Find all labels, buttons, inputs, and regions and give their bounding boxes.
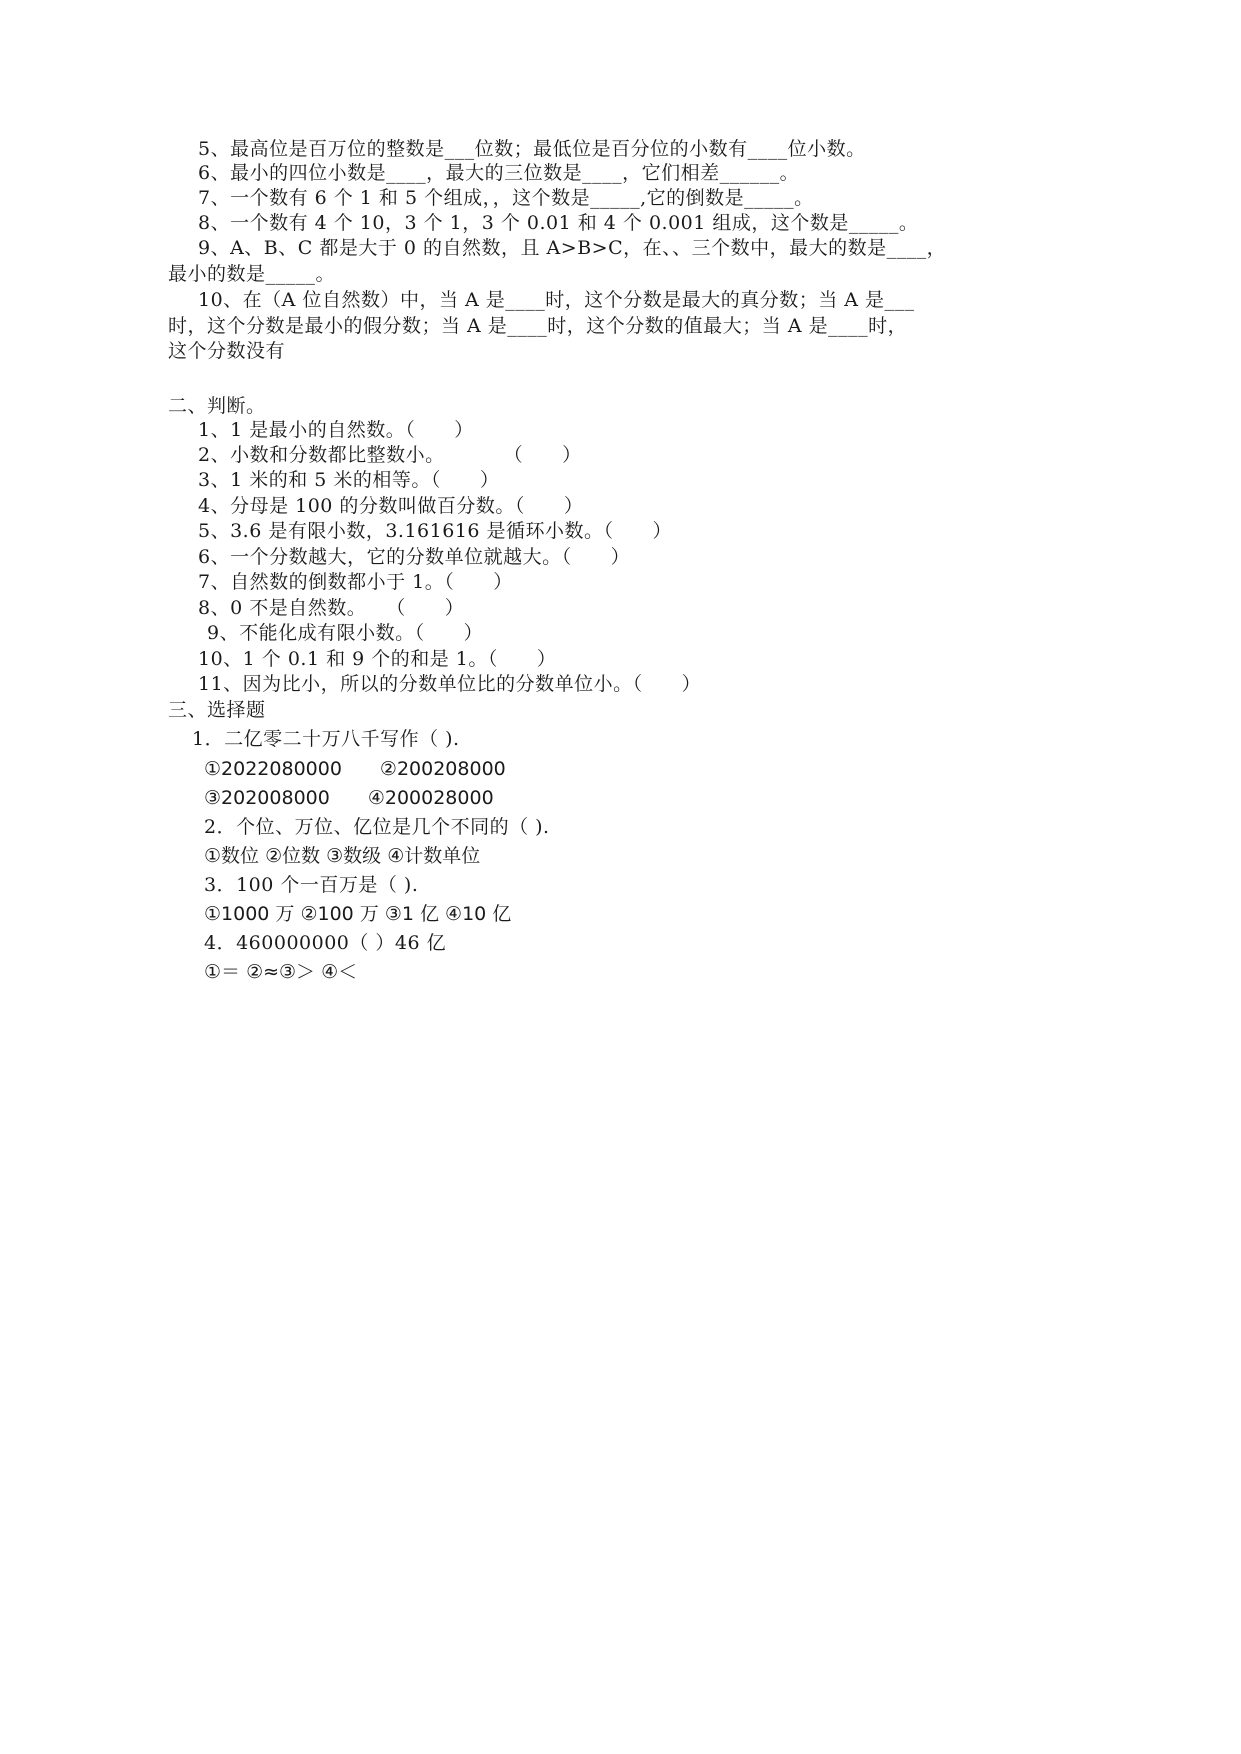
judge-item-8: 8、0 不是自然数。 （ ） [198, 597, 465, 619]
judge-item-7: 7、自然数的倒数都小于 1。（ ） [198, 571, 513, 593]
fill-question-10: 10、在（A 位自然数）中，当 A 是____时，这个分数是最大的真分数；当 A 是___ [198, 289, 915, 311]
judge-item-4: 4、分母是 100 的分数叫做百分数。（ ） [198, 495, 584, 517]
judge-item-2: 2、小数和分数都比整数小。 （ ） [198, 444, 582, 466]
judge-item-3: 3、1 米的和 5 米的相等。（ ） [198, 469, 500, 491]
choice-question-3: 3．100 个一百万是（ ). [204, 874, 419, 896]
choice-question-4-options: ①＝ ②≈③＞ ④＜ [204, 961, 358, 983]
choice-question-1-options-b: ③202008000 ④200028000 [204, 787, 494, 809]
judge-item-5: 5、3.6 是有限小数，3.161616 是循环小数。（ ） [198, 520, 673, 542]
judge-item-11: 11、因为比小，所以的分数单位比的分数单位小。（ ） [198, 673, 702, 695]
choice-question-4: 4．460000000（ ）46 亿 [204, 932, 447, 954]
fill-question-10-continued-2: 这个分数没有 [168, 340, 286, 362]
section-title-judgement: 二、判断。 [168, 395, 266, 417]
choice-question-2: 2．个位、万位、亿位是几个不同的（ ). [204, 816, 550, 838]
choice-question-1: 1．二亿零二十万八千写作（ ). [192, 728, 460, 750]
fill-question-7: 7、一个数有 6 个 1 和 5 个组成，，这个数是_____,它的倒数是_____。 [198, 187, 814, 209]
section-title-choice: 三、选择题 [168, 699, 266, 721]
fill-question-5: 5、最高位是百万位的整数是___位数；最低位是百分位的小数有____位小数。 [198, 138, 866, 160]
judge-item-6: 6、一个分数越大，它的分数单位就越大。（ ） [198, 546, 631, 568]
fill-question-8: 8、一个数有 4 个 10，3 个 1，3 个 0.01 和 4 个 0.001 组成，这个数是_____。 [198, 212, 919, 234]
fill-question-10-continued-1: 时，这个分数是最小的假分数；当 A 是____时，这个分数的值最大；当 A 是____时， [168, 315, 908, 337]
judge-item-10: 10、1 个 0.1 和 9 个的和是 1。（ ） [198, 648, 557, 670]
judge-item-9: 9、不能化成有限小数。（ ） [207, 622, 484, 644]
fill-question-6: 6、最小的四位小数是____，最大的三位数是____，它们相差______。 [198, 162, 800, 184]
fill-question-9: 9、A、B、C 都是大于 0 的自然数，且 A>B>C，在、、三个数中，最大的数是____， [198, 237, 947, 259]
judge-item-1: 1、1 是最小的自然数。（ ） [198, 419, 474, 441]
fill-question-9-continued: 最小的数是_____。 [168, 263, 336, 285]
choice-question-1-options-a: ①2022080000 ②200208000 [204, 758, 506, 780]
choice-question-3-options: ①1000 万 ②100 万 ③1 亿 ④10 亿 [204, 903, 512, 925]
choice-question-2-options: ①数位 ②位数 ③数级 ④计数单位 [204, 845, 481, 867]
